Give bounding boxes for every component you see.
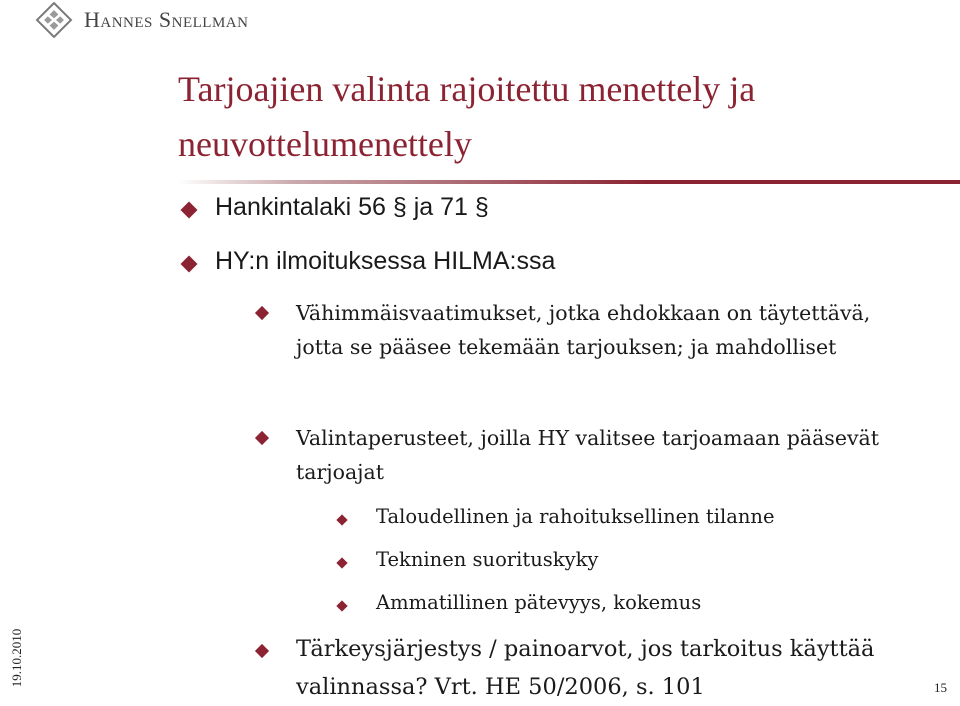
bullet-taloudellinen: Taloudellinen ja rahoituksellinen tilanne — [376, 505, 775, 528]
bullet-hilma: HY:n ilmoituksessa HILMA:ssa — [215, 247, 556, 275]
bullet-diamond-icon — [335, 556, 349, 570]
logo-diamond-icon — [34, 2, 74, 38]
bullet-ammatillinen: Ammatillinen pätevyys, kokemus — [376, 591, 702, 614]
bullet-diamond-icon — [335, 599, 349, 613]
title-underline — [178, 180, 960, 184]
bullet-tarkeysjarjestys: Tärkeysjärjestys / painoarvot, jos tarkoitus käyttää valinnassa? Vrt. HE 50/2006, s. 101 — [296, 636, 875, 700]
bullet-diamond-icon — [179, 200, 199, 220]
bullet-vahimmaisvaatimukset: Vähimmäisvaatimukset, jotka ehdokkaan on täytettävä, jotta se pääsee tekemään tarjouksen; ja mahdolliset — [296, 301, 871, 359]
bullet-diamond-icon — [179, 254, 199, 274]
bullet-valintaperusteet: Valintaperusteet, joilla HY valitsee tarjoamaan pääsevät tarjoajat — [296, 426, 879, 484]
bullet-hankintalaki: Hankintalaki 56 § ja 71 § — [215, 193, 489, 221]
bullet-diamond-icon — [254, 305, 270, 321]
page-number: 15 — [934, 680, 947, 695]
bullet-diamond-icon — [335, 513, 349, 527]
slide-title: Tarjoajien valinta rajoitettu menettely ja neuvottelumenettely — [178, 69, 756, 164]
company-logo — [34, 2, 248, 38]
logo-wordmark: Hannes Snellman — [84, 7, 249, 32]
bullet-tekninen: Tekninen suorituskyky — [376, 548, 599, 571]
bullet-diamond-icon — [254, 430, 270, 446]
slide-date: 19.10.2010 — [9, 628, 24, 688]
bullet-diamond-icon — [254, 643, 270, 659]
